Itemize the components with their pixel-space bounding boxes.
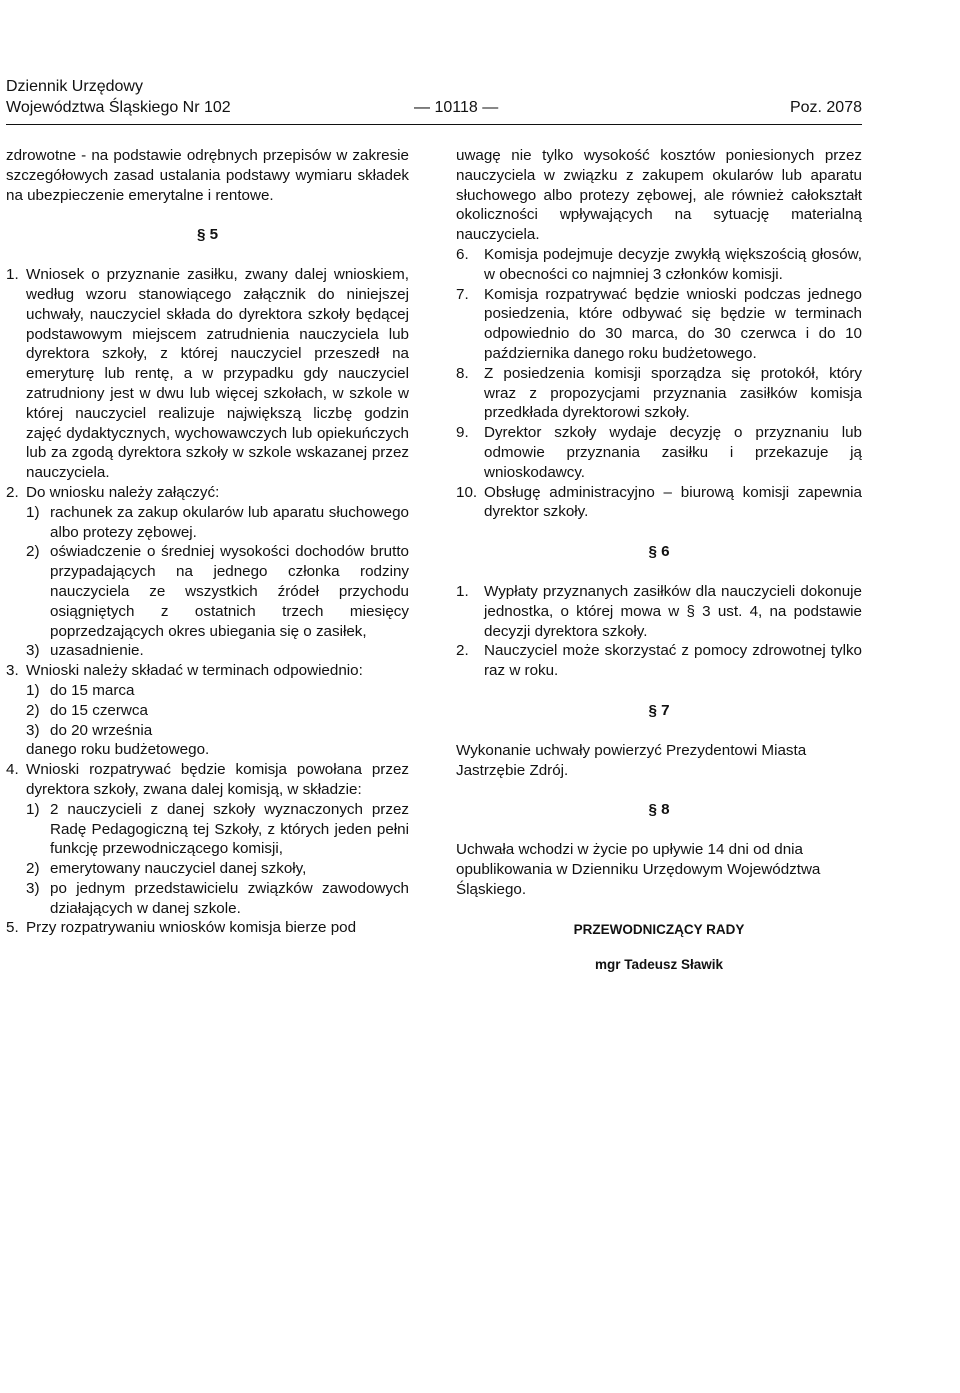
paragraph-5-continuation: uwagę nie tylko wysokość kosztów poniesionych przez nauczyciela w związku z zakupem okularów lub aparatu słuchowego albo protezy zębowej, ale również całokształt okoliczności wpływających na sytuację materialną nauczyciela.	[456, 147, 862, 244]
item-text: Wypłaty przyznanych zasiłków dla nauczycieli dokonuje jednostka, o której mowa w § 3 ust. 4, na podstawie decyzji dyrektora szkoły.	[484, 582, 862, 640]
page-header	[6, 76, 862, 118]
item-text: uzasadnienie.	[50, 642, 144, 660]
paragraph-text: Wniosek o przyznanie zasiłku, zwany dalej wnioskiem, według wzoru stanowiącego załącznik do niniejszej uchwały, nauczyciel składa do dyrektora szkoły będącej podstawowym miejscem zatrudnienia nauczyciela lub dyrektora szkoły, z której nauczyciel przeszedł na emeryturę lub rentę, a w przypadku gdy nauczyciel zatrudniony jest w dwu lub więcej szkołach, w szkole w której nauczyciel realizuje największą liczbę godzin zajęć dydaktycznych, wychowawczych lub opiekuńczych lub za zgodą dyrektora szkoły w szkole wskazanej przez nauczyciela.	[26, 266, 409, 482]
header-rule	[6, 124, 862, 125]
item-text: do 15 czerwca	[50, 701, 148, 719]
list-item	[456, 641, 862, 681]
paragraph-2	[6, 483, 409, 503]
item-number: 6.	[456, 245, 469, 263]
item-text: Z posiedzenia komisji sporządza się protokół, który wraz z propozycjami przyznania zasiłków komisja przedkłada dyrektorowi szkoły.	[484, 364, 862, 422]
item-text: 2 nauczycieli z danej szkoły wyznaczonych przez Radę Pedagogiczną tej Szkoły, z których jeden pełni funkcję przewodniczącego komisji,	[50, 800, 409, 858]
list-item	[456, 423, 862, 482]
list-item	[6, 641, 409, 661]
paragraph-number: 4.	[6, 761, 19, 779]
item-text: do 15 marca	[50, 681, 135, 699]
list-item	[6, 800, 409, 859]
list-item	[6, 721, 409, 741]
item-text: emerytowany nauczyciel danej szkoły,	[50, 860, 307, 878]
section-6-heading: § 6	[648, 543, 670, 561]
signature-title: PRZEWODNICZĄCY RADY	[573, 921, 745, 937]
list-item	[6, 701, 409, 721]
item-text: Komisja podejmuje decyzje zwykłą większością głosów, w obecności co najmniej 3 członków komisji.	[484, 245, 862, 283]
list-item	[6, 859, 409, 879]
paragraph-5	[6, 918, 409, 938]
item-number: 3)	[26, 642, 40, 660]
section-7-text: Wykonanie uchwały powierzyć Prezydentowi Miasta Jastrzębie Zdrój.	[456, 741, 807, 779]
paragraph-text: Wnioski należy składać w terminach odpowiednio:	[26, 662, 363, 680]
right-column	[456, 146, 862, 975]
signature-name: mgr Tadeusz Sławik	[594, 957, 724, 973]
item-number: 3)	[26, 879, 40, 897]
section-7-heading: § 7	[648, 701, 670, 719]
list-item	[6, 503, 409, 543]
page-number: — 10118 —	[414, 99, 499, 116]
paragraph-tail: danego roku budżetowego.	[26, 741, 210, 759]
paragraph-text: Do wniosku należy załączyć:	[26, 483, 220, 501]
paragraph-number: 3.	[6, 662, 19, 680]
item-text: Obsługę administracyjno – biurową komisji zapewnia dyrektor szkoły.	[484, 483, 862, 521]
item-number: 10.	[456, 483, 478, 501]
item-number: 7.	[456, 285, 469, 303]
list-item	[456, 483, 862, 523]
item-text: rachunek za zakup okularów lub aparatu słuchowego albo protezy zębowej.	[50, 503, 409, 541]
paragraph-1	[6, 265, 409, 483]
item-text: Dyrektor szkoły wydaje decyzję o przyznaniu lub odmowie przyznania zasiłku i przekazuje ją wnioskodawcy.	[484, 424, 862, 481]
paragraph-text: Przy rozpatrywaniu wniosków komisja bierze pod	[26, 919, 357, 937]
section-8-text: Uchwała wchodzi w życie po upływie 14 dni od dnia opublikowania w Dzienniku Urzędowym Województwa Śląskiego.	[456, 841, 821, 898]
section-5-heading: § 5	[196, 226, 219, 244]
list-item	[456, 245, 862, 285]
item-number: 9.	[456, 424, 469, 442]
paragraph-number: 2.	[6, 483, 19, 501]
list-item	[456, 364, 862, 423]
item-number: 2.	[456, 642, 469, 660]
item-number: 2)	[26, 860, 40, 878]
list-item	[456, 285, 862, 364]
item-number: 1)	[26, 503, 40, 521]
item-number: 1)	[26, 681, 40, 699]
journal-title: Dziennik Urzędowy	[6, 78, 143, 95]
paragraph-number: 1.	[6, 266, 19, 284]
item-number: 8.	[456, 364, 469, 382]
paragraph-number: 5.	[6, 919, 19, 937]
item-text: oświadczenie o średniej wysokości dochodów brutto przypadających na jednego członka rodziny nauczyciela ze wszystkich źródeł przychodu osiągniętych z ostatnich trzech miesięcy poprzedzających okres ubiegania się o zasiłek,	[50, 543, 409, 640]
list-item	[6, 681, 409, 701]
list-item	[6, 542, 409, 641]
item-number: 1.	[456, 582, 469, 600]
item-number: 2)	[26, 701, 40, 719]
paragraph-text: Wnioski rozpatrywać będzie komisja powołana przez dyrektora szkoły, zwana dalej komisją, w składzie:	[26, 761, 409, 798]
item-number: 1)	[26, 800, 40, 818]
item-text: Nauczyciel może skorzystać z pomocy zdrowotnej tylko raz w roku.	[484, 642, 862, 680]
intro-paragraph: zdrowotne - na podstawie odrębnych przepisów w zakresie szczegółowych zasad ustalania podstawy wymiaru składek na ubezpieczenie emerytalne i rentowe.	[6, 147, 409, 204]
paragraph-4	[6, 760, 409, 800]
item-text: po jednym przedstawicielu związków zawodowych działających w danej szkole.	[50, 879, 409, 917]
item-text: Komisja rozpatrywać będzie wnioski podczas jednego posiedzenia, które odbywać się będzie w terminach odpowiednio do 30 marca, do 30 czerwca i do 10 października danego roku budżetowego.	[484, 285, 862, 362]
journal-subtitle: Województwa Śląskiego Nr 102	[6, 99, 231, 116]
item-number: 2)	[26, 543, 40, 561]
paragraph-3	[6, 661, 409, 681]
section-8-heading: § 8	[648, 801, 670, 819]
list-item	[6, 879, 409, 919]
item-number: 3)	[26, 721, 40, 739]
list-item	[456, 582, 862, 641]
left-column	[6, 146, 409, 938]
position-number: Poz. 2078	[789, 99, 862, 116]
item-text: do 20 września	[50, 721, 153, 739]
